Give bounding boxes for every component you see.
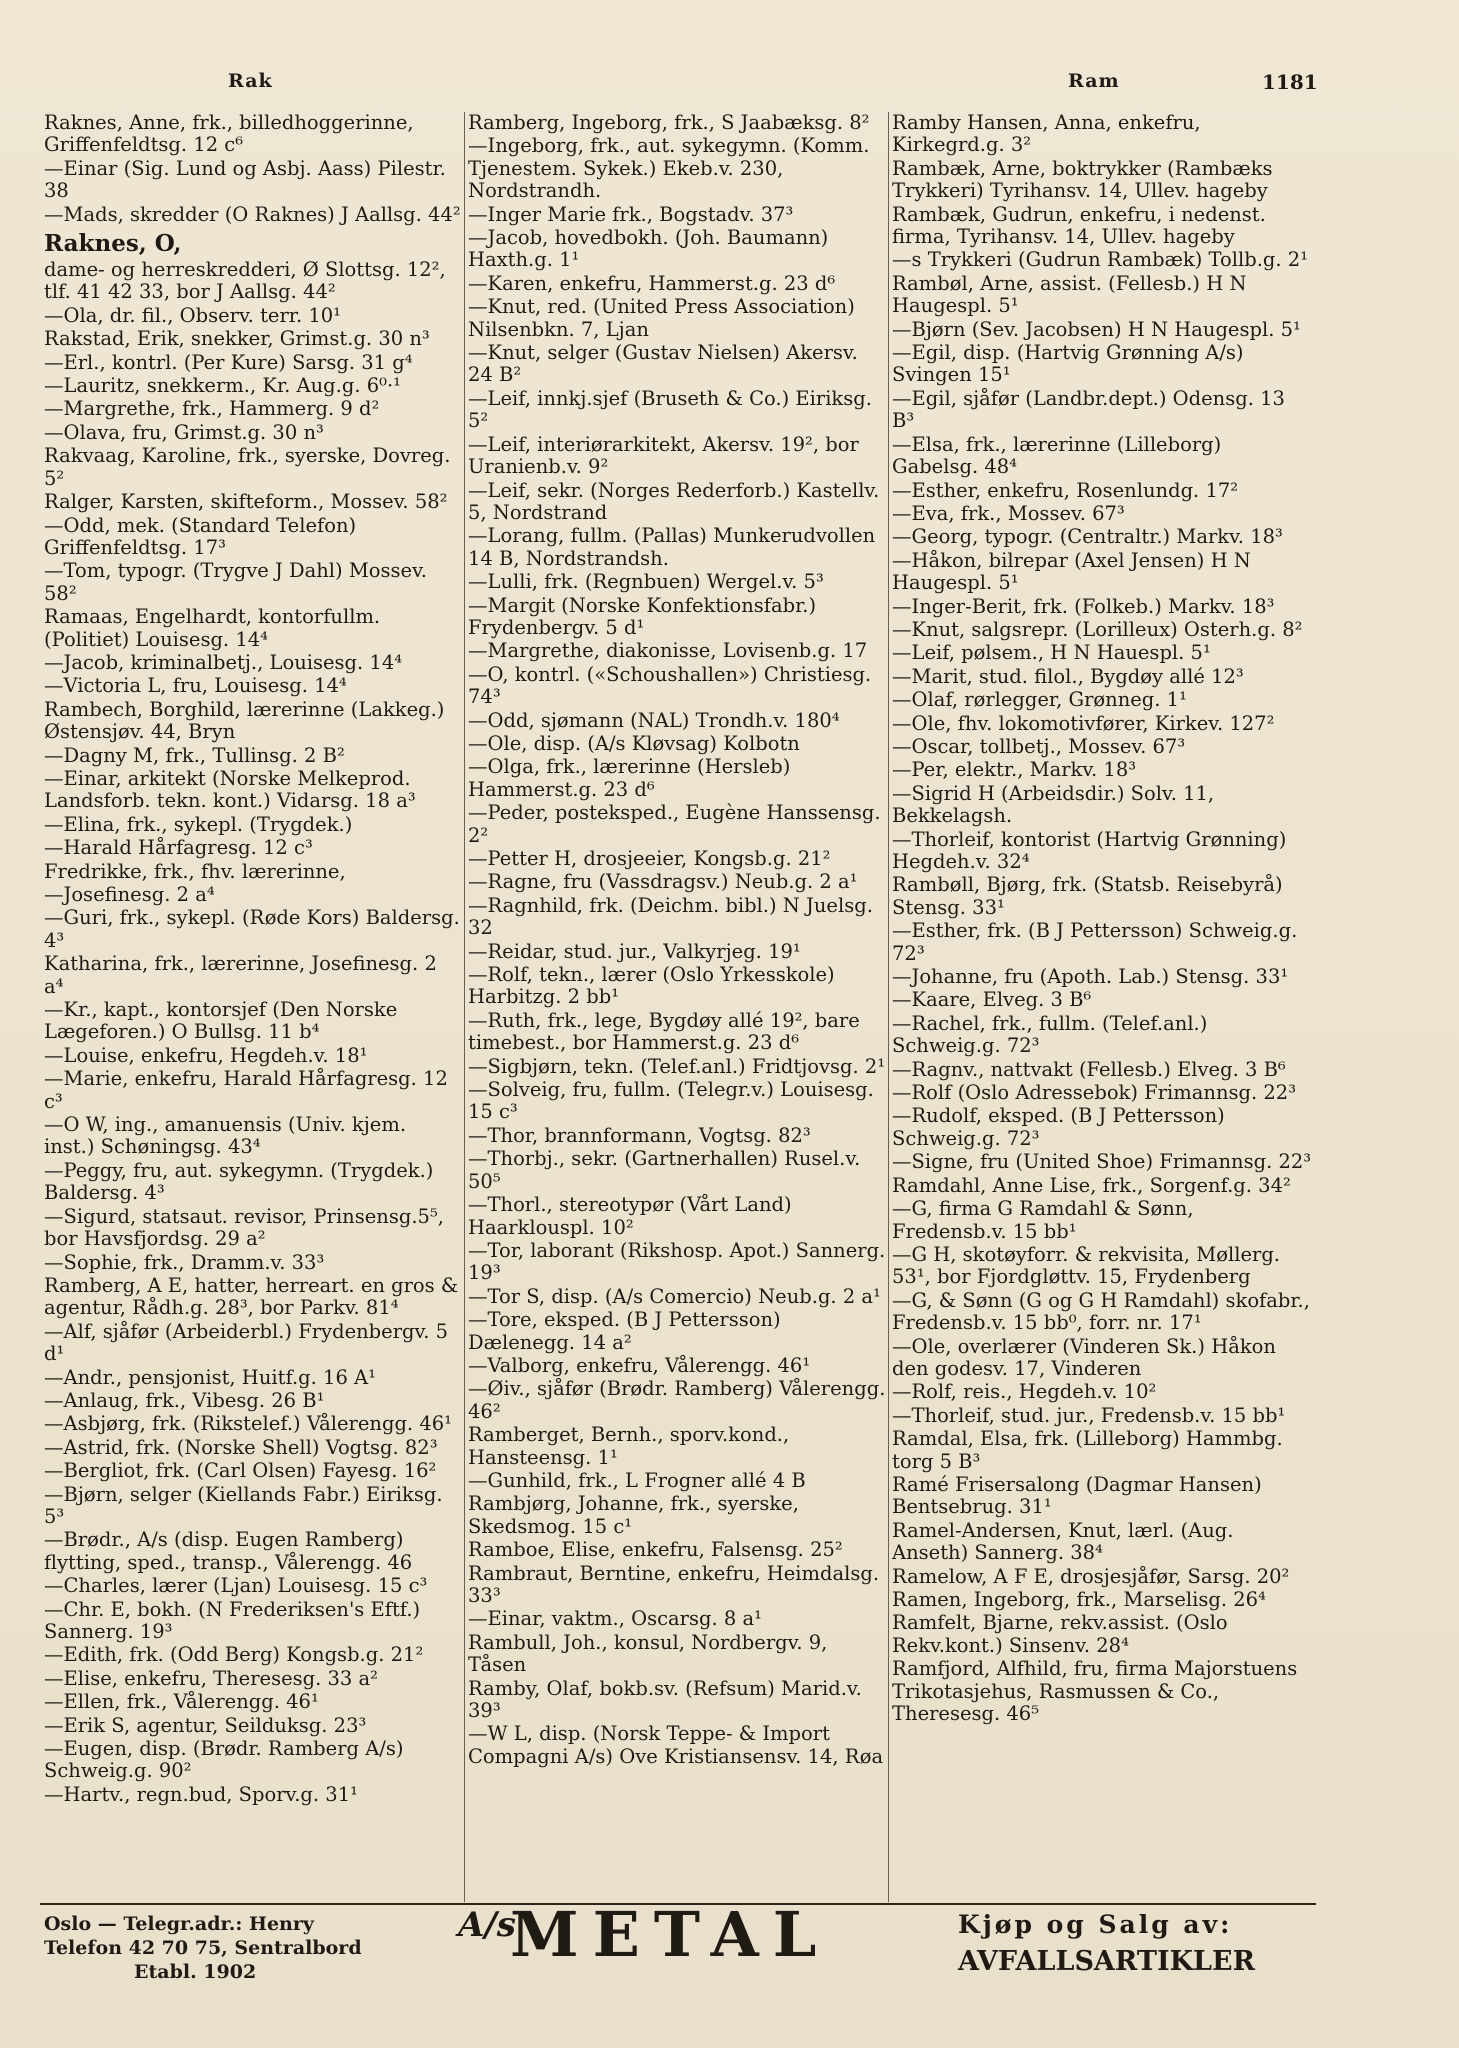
directory-entry: —Kaare, Elveg. 3 B⁶	[892, 988, 1092, 1012]
directory-entry: —Margit (Norske Konfektionsfabr.) Frydenbergv. 5 d¹	[468, 593, 817, 639]
directory-entry: —Rolf (Oslo Adressebok) Frimannsg. 22³	[892, 1081, 1297, 1105]
directory-entry: —Tom, typogr. (Trygve J Dahl) Mossev. 58²	[44, 559, 427, 605]
column-divider	[464, 112, 465, 1902]
directory-entry: —Margrethe, frk., Hammerg. 9 d²	[44, 397, 380, 421]
directory-entry: —Odd, sjømann (NAL) Trondh.v. 180⁴	[468, 708, 840, 732]
directory-entry: —Olaf, rørlegger, Grønneg. 1¹	[892, 688, 1187, 712]
directory-entry: Ramelow, A F E, drosjesjåfør, Sarsg. 20²	[892, 1564, 1290, 1588]
directory-entry: —Rolf, tekn., lærer (Oslo Yrkesskole) Harbitzg. 2 bb¹	[468, 963, 835, 1009]
column-3	[892, 112, 1312, 1902]
directory-entry: —Ellen, frk., Vålerengg. 46¹	[44, 1690, 319, 1714]
directory-entry: —Anlaug, frk., Vibesg. 26 B¹	[44, 1388, 325, 1412]
directory-entry: Ramboe, Elise, enkefru, Falsensg. 25²	[468, 1538, 843, 1562]
directory-entry: —Olga, frk., lærerinne (Hersleb) Hammerst.g. 23 d⁶	[468, 755, 791, 801]
directory-entry: —Øiv., sjåfør (Brødr. Ramberg) Vålerengg. 46²	[468, 1377, 886, 1423]
directory-entry: —Jacob, hovedbokh. (Joh. Baumann) Haxth.g. 1¹	[468, 226, 829, 272]
directory-entry: —s Trykkeri (Gudrun Rambæk) Tollb.g. 2¹	[892, 248, 1309, 272]
directory-entry: —Ruth, frk., lege, Bygdøy allé 19², bare timebest., bor Hammerst.g. 23 d⁶	[468, 1008, 860, 1055]
directory-entry: —Thorleif, kontorist (Hartvig Grønning) Hegdeh.v. 32⁴	[892, 827, 1287, 873]
directory-entry: —Margrethe, diakonisse, Lovisenb.g. 17	[468, 639, 868, 663]
ad-tagline: Kjøp og Salg av:	[958, 1910, 1233, 1939]
ad-brand: METAL	[510, 1898, 831, 1971]
directory-entry: Ramel-Andersen, Knut, lærl. (Aug. Anseth) Sannerg. 38⁴	[892, 1518, 1234, 1565]
directory-entry: —Einar, arkitekt (Norske Melkeprod. Landsforb. tekn. kont.) Vidarsg. 18 a³	[44, 766, 416, 813]
directory-entry: —Kr., kapt., kontorsjef (Den Norske Lægeforen.) O Bullsg. 11 b⁴	[44, 998, 398, 1044]
directory-entry: —Per, elektr., Markv. 18³	[892, 758, 1137, 782]
directory-entry: Rambæk, Gudrun, enkefru, i nedenst. firma, Tyrihansv. 14, Ullev. hageby	[892, 202, 1266, 249]
directory-entry: —Thorleif, stud. jur., Fredensb.v. 15 bb¹	[892, 1403, 1286, 1427]
directory-entry: —Inger Marie frk., Bogstadv. 37³	[468, 202, 794, 226]
directory-entry: —Signe, fru (United Shoe) Frimannsg. 22³	[892, 1150, 1312, 1174]
directory-entry: —Leif, innkj.sjef (Bruseth & Co.) Eiriksg. 5²	[468, 386, 872, 433]
directory-entry: —Ola, dr. fil., Observ. terr. 10¹	[44, 303, 341, 327]
directory-entry: —Erik S, agentur, Seilduksg. 23³	[44, 1713, 367, 1737]
directory-entry: —Solveig, fru, fullm. (Telegr.v.) Louisesg. 15 c³	[468, 1078, 874, 1124]
directory-entry: —Valborg, enkefru, Vålerengg. 46¹	[468, 1353, 811, 1377]
directory-entry: —Eugen, disp. (Brødr. Ramberg A/s) Schweig.g. 90²	[44, 1737, 404, 1783]
directory-entry: —Thorbj., sekr. (Gartnerhallen) Rusel.v. 50⁵	[468, 1147, 861, 1193]
column-divider	[888, 112, 889, 1902]
directory-entry: —Erl., kontrl. (Per Kure) Sarsg. 31 g⁴	[44, 350, 413, 374]
directory-entry: —Chr. E, bokh. (N Frederiksen's Eftf.) Sannerg. 19³	[44, 1597, 421, 1643]
directory-entry: —Ingeborg, frk., aut. sykegymn. (Komm. Tjenestem. Sykek.) Ekeb.v. 230, Nordstrandh.	[468, 134, 870, 203]
directory-entry: Ramberg, Ingeborg, frk., S Jaabæksg. 8²	[468, 112, 870, 134]
directory-entry: —Ole, disp. (A/s Kløvsag) Kolbotn	[468, 731, 800, 755]
directory-entry: —Einar (Sig. Lund og Asbj. Aass) Pilestr. 38	[44, 156, 446, 203]
directory-entry: dame- og herreskredderi, Ø Slottsg. 12², tlf. 41 42 33, bor J Aallsg. 44²	[44, 258, 446, 304]
directory-entry: —Odd, mek. (Standard Telefon) Griffenfeldtsg. 17³	[44, 513, 357, 559]
directory-entry: —Dagny M, frk., Tullinsg. 2 B²	[44, 743, 345, 767]
directory-entry: Ramaas, Engelhardt, kontorfullm. (Politiet) Louisesg. 14⁴	[44, 605, 381, 651]
directory-entry: —Knut, salgsrepr. (Lorilleux) Osterh.g. 8²	[892, 617, 1303, 641]
directory-entry: —Rudolf, eksped. (B J Pettersson) Schweig.g. 72³	[892, 1104, 1225, 1150]
directory-entry: —Marie, enkefru, Harald Hårfagresg. 12 c³	[44, 1067, 448, 1113]
directory-entry: Ramberg, A E, hatter, herreart. en gros & agentur, Rådh.g. 28³, bor Parkv. 81⁴	[44, 1273, 459, 1320]
directory-entry: —Sigurd, statsaut. revisor, Prinsensg.5⁵, bor Havsfjordsg. 29 a²	[44, 1204, 444, 1251]
directory-entry: Rambull, Joh., konsul, Nordbergv. 9, Tåsen	[468, 1630, 828, 1677]
directory-entry: —Egil, disp. (Hartvig Grønning A/s) Svingen 15¹	[892, 341, 1244, 387]
directory-entry: —Edith, frk. (Odd Berg) Kongsb.g. 21²	[44, 1643, 424, 1667]
directory-entry: —Elise, enkefru, Theresesg. 33 a²	[44, 1666, 378, 1690]
column-2	[468, 112, 886, 1902]
directory-entry: —Rolf, reis., Hegdeh.v. 10²	[892, 1380, 1157, 1404]
directory-entry: Rambjørg, Johanne, frk., syerske, Skedsmog. 15 c¹	[468, 1492, 799, 1538]
directory-entry: Katharina, frk., lærerinne, Josefinesg. 2 a⁴	[44, 952, 437, 998]
directory-entry: —Johanne, fru (Apoth. Lab.) Stensg. 33¹	[892, 965, 1289, 989]
footer-established: Etabl. 1902	[134, 1961, 257, 1983]
ad-product: AVFALLSARTIKLER	[958, 1946, 1256, 1977]
directory-entry: —Sigrid H (Arbeidsdir.) Solv. 11, Bekkelagsh.	[892, 781, 1215, 828]
directory-entry: —Knut, red. (United Press Association) Nilsenbkn. 7, Ljan	[468, 295, 855, 341]
directory-entry: Ramfelt, Bjarne, rekv.assist. (Oslo Rekv.kont.) Sinsenv. 28⁴	[892, 1611, 1228, 1657]
directory-entry: —Leif, sekr. (Norges Rederforb.) Kastellv. 5, Nordstrand	[468, 478, 880, 524]
directory-entry: —Leif, pølsem., H N Hauespl. 5¹	[892, 641, 1211, 665]
directory-entry: —Egil, sjåfør (Landbr.dept.) Odensg. 13 B³	[892, 386, 1285, 433]
directory-entry: —Inger-Berit, frk. (Folkeb.) Markv. 18³	[892, 594, 1275, 618]
column-1	[44, 112, 462, 1902]
directory-entry: —Bjørn, selger (Kiellands Fabr.) Eiriksg. 5³	[44, 1482, 443, 1528]
directory-entry: —Thor, brannformann, Vogtsg. 82³	[468, 1123, 811, 1147]
directory-entry: —Guri, frk., sykepl. (Røde Kors) Baldersg. 4³	[44, 906, 460, 952]
footer-telegram: Oslo — Telegr.adr.: Henry	[44, 1913, 314, 1935]
directory-entry: —Olava, fru, Grimst.g. 30 n³	[44, 420, 324, 444]
directory-entry: —Victoria L, fru, Louisesg. 14⁴	[44, 674, 347, 698]
directory-entry: —Jacob, kriminalbetj., Louisesg. 14⁴	[44, 650, 403, 674]
directory-entry: —Sigbjørn, tekn. (Telef.anl.) Fridtjovsg. 2¹	[468, 1054, 886, 1078]
directory-entry: Rambech, Borghild, lærerinne (Lakkeg.) Østensjøv. 44, Bryn	[44, 697, 445, 744]
directory-entry: —Mads, skredder (O Raknes) J Aallsg. 44²	[44, 202, 461, 226]
directory-entry: —Hartv., regn.bud, Sporv.g. 31¹	[44, 1782, 358, 1806]
directory-entry: —Elsa, frk., lærerinne (Lilleborg) Gabelsg. 48⁴	[892, 432, 1222, 479]
directory-entry: —Bjørn (Sev. Jacobsen) H N Haugespl. 5¹	[892, 317, 1301, 341]
directory-entry: Ramdahl, Anne Lise, frk., Sorgenf.g. 34²	[892, 1173, 1291, 1197]
directory-entry: Ralger, Karsten, skifteform., Mossev. 58²	[44, 490, 448, 514]
directory-entry: Rambøll, Bjørg, frk. (Statsb. Reisebyrå) Stensg. 33¹	[892, 873, 1283, 919]
footer-contact	[44, 1912, 362, 1984]
directory-entry: —Tore, eksped. (B J Pettersson) Dælenegg. 14 a²	[468, 1308, 781, 1354]
directory-entry: —Ragne, fru (Vassdragsv.) Neub.g. 2 a¹	[468, 870, 858, 894]
directory-entry: —Tor S, disp. (A/s Comercio) Neub.g. 2 a¹	[468, 1284, 881, 1308]
directory-entry: —Rachel, frk., fullm. (Telef.anl.) Schweig.g. 72³	[892, 1011, 1208, 1058]
directory-entry: —Lauritz, snekkerm., Kr. Aug.g. 6⁰·¹	[44, 374, 401, 398]
directory-entry: —Marit, stud. filol., Bygdøy allé 12³	[892, 664, 1244, 688]
directory-entry: Ramen, Ingeborg, frk., Marselisg. 26⁴	[892, 1588, 1266, 1611]
directory-entry: —Esther, enkefru, Rosenlundg. 17²	[892, 478, 1239, 502]
directory-entry: —Josefinesg. 2 a⁴	[44, 883, 215, 906]
directory-entry: Rambraut, Berntine, enkefru, Heimdalsg. 33³	[468, 1561, 880, 1607]
directory-entry: —Brødr., A/s (disp. Eugen Ramberg) flytting, sped., transp., Vålerengg. 46	[44, 1528, 413, 1574]
directory-entry: Rambæk, Arne, boktrykker (Rambæks Trykkeri) Tyrihansv. 14, Ullev. hageby	[892, 156, 1273, 203]
directory-entry: Ramfjord, Alfhild, fru, firma Majorstuens Trikotasjehus, Rasmussen & Co., Theresesg. 46⁵	[892, 1657, 1298, 1726]
directory-entry: —Thorl., stereotypør (Vårt Land) Haarklouspl. 10²	[468, 1193, 792, 1239]
directory-entry: —Harald Hårfagresg. 12 c³	[44, 836, 313, 860]
directory-entry: —Oscar, tollbetj., Mossev. 67³	[892, 734, 1186, 758]
directory-entry: —Ole, fhv. lokomotivfører, Kirkev. 127²	[892, 711, 1275, 735]
directory-entry: —G H, skotøyforr. & rekvisita, Møllerg. 53¹, bor Fjordgløttv. 15, Frydenberg	[892, 1242, 1281, 1289]
directory-entry: Ramby, Olaf, bokb.sv. (Refsum) Marid.v. 39³	[468, 1676, 862, 1723]
directory-entry: —Petter H, drosjeeier, Kongsb.g. 21²	[468, 847, 831, 870]
directory-entry: —Ragnv., nattvakt (Fellesb.) Elveg. 3 B⁶	[892, 1057, 1286, 1081]
directory-entry: —Charles, lærer (Ljan) Louisesg. 15 c³	[44, 1574, 428, 1598]
directory-entry: —Gunhild, frk., L Frogner allé 4 B	[468, 1468, 806, 1492]
directory-entry: —Bergliot, frk. (Carl Olsen) Fayesg. 16²	[44, 1459, 437, 1483]
directory-entry: —Louise, enkefru, Hegdeh.v. 18¹	[44, 1043, 368, 1067]
directory-entry: —W L, disp. (Norsk Teppe- & Import Compagni A/s) Ove Kristiansensv. 14, Røa	[468, 1722, 884, 1768]
directory-entry: —Einar, vaktm., Oscarsg. 8 a¹	[468, 1607, 762, 1631]
directory-entry: Fredrikke, frk., fhv. lærerinne,	[44, 859, 346, 883]
directory-entry: —Asbjørg, frk. (Rikstelef.) Vålerengg. 46¹	[44, 1412, 452, 1436]
directory-entry: —Alf, sjåfør (Arbeiderbl.) Frydenbergv. 5 d¹	[44, 1319, 449, 1366]
directory-entry: —Peggy, fru, aut. sykegymn. (Trygdek.) Baldersg. 4³	[44, 1158, 434, 1205]
ad-prefix: A/s	[458, 1905, 516, 1945]
directory-entry: —Esther, frk. (B J Pettersson) Schweig.g. 72³	[892, 919, 1298, 965]
directory-entry: —Sophie, frk., Dramm.v. 33³	[44, 1250, 325, 1274]
directory-entry: Raknes, O,	[44, 230, 182, 258]
directory-entry: —Eva, frk., Mossev. 67³	[892, 501, 1125, 525]
directory-entry: —Lulli, frk. (Regnbuen) Wergel.v. 5³	[468, 570, 824, 594]
directory-entry: —Reidar, stud. jur., Valkyrjeg. 19¹	[468, 939, 801, 963]
directory-entry: Ramé Frisersalong (Dagmar Hansen) Bentsebrug. 31¹	[892, 1472, 1262, 1519]
directory-entry: —O, kontrl. («Schoushallen») Christiesg. 74³	[468, 662, 872, 709]
running-header-left: Rak	[228, 70, 273, 92]
directory-entry: —Astrid, frk. (Norske Shell) Vogtsg. 82³	[44, 1435, 438, 1459]
directory-entry: —Andr., pensjonist, Huitf.g. 16 A¹	[44, 1365, 376, 1389]
directory-entry: Rakstad, Erik, snekker, Grimst.g. 30 n³	[44, 327, 430, 351]
directory-entry: —Knut, selger (Gustav Nielsen) Akersv. 24 B²	[468, 341, 858, 387]
directory-entry: —Ragnhild, frk. (Deichm. bibl.) N Juelsg. 32	[468, 893, 873, 940]
page-number: 1181	[1262, 70, 1318, 94]
directory-entry: —Leif, interiørarkitekt, Akersv. 19², bor Uranienb.v. 9²	[468, 432, 859, 479]
directory-entry: —Peder, posteksped., Eugène Hanssensg. 2²	[468, 801, 881, 847]
directory-entry: —O W, ing., amanuensis (Univ. kjem. inst.) Schøningsg. 43⁴	[44, 1113, 407, 1159]
directory-entry: —Håkon, bilrepar (Axel Jensen) H N Haugespl. 5¹	[892, 548, 1251, 595]
directory-entry: —Elina, frk., sykepl. (Trygdek.)	[44, 812, 353, 836]
footer-phone: Telefon 42 70 75, Sentralbord	[44, 1937, 362, 1959]
directory-entry: —G, & Sønn (G og G H Ramdahl) skofabr., Fredensb.v. 15 bb⁰, forr. nr. 17¹	[892, 1288, 1310, 1335]
running-header-right: Ram	[1068, 70, 1120, 92]
directory-entry: Rakvaag, Karoline, frk., syerske, Dovreg. 5²	[44, 444, 451, 490]
directory-entry: Ramby Hansen, Anna, enkefru, Kirkegrd.g. 3²	[892, 112, 1201, 157]
directory-entry: —Lorang, fullm. (Pallas) Munkerudvollen 14 B, Nordstrandsh.	[468, 524, 876, 570]
directory-entry: Ramdal, Elsa, frk. (Lilleborg) Hammbg. torg 5 B³	[892, 1427, 1283, 1473]
directory-entry: —G, firma G Ramdahl & Sønn, Fredensb.v. 15 bb¹	[892, 1197, 1194, 1243]
directory-entry: —Karen, enkefru, Hammerst.g. 23 d⁶	[468, 271, 836, 295]
directory-entry: —Tor, laborant (Rikshosp. Apot.) Sannerg. 19³	[468, 1238, 886, 1285]
directory-entry: Raknes, Anne, frk., billedhoggerinne, Griffenfeldtsg. 12 c⁶	[44, 112, 414, 157]
directory-entry: Rambøl, Arne, assist. (Fellesb.) H N Haugespl. 5¹	[892, 271, 1247, 318]
directory-entry: Ramberget, Bernh., sporv.kond., Hansteensg. 1¹	[468, 1423, 790, 1469]
directory-entry: —Georg, typogr. (Centraltr.) Markv. 18³	[892, 525, 1283, 549]
directory-entry: —Ole, overlærer (Vinderen Sk.) Håkon den godesv. 17, Vinderen	[892, 1334, 1276, 1380]
